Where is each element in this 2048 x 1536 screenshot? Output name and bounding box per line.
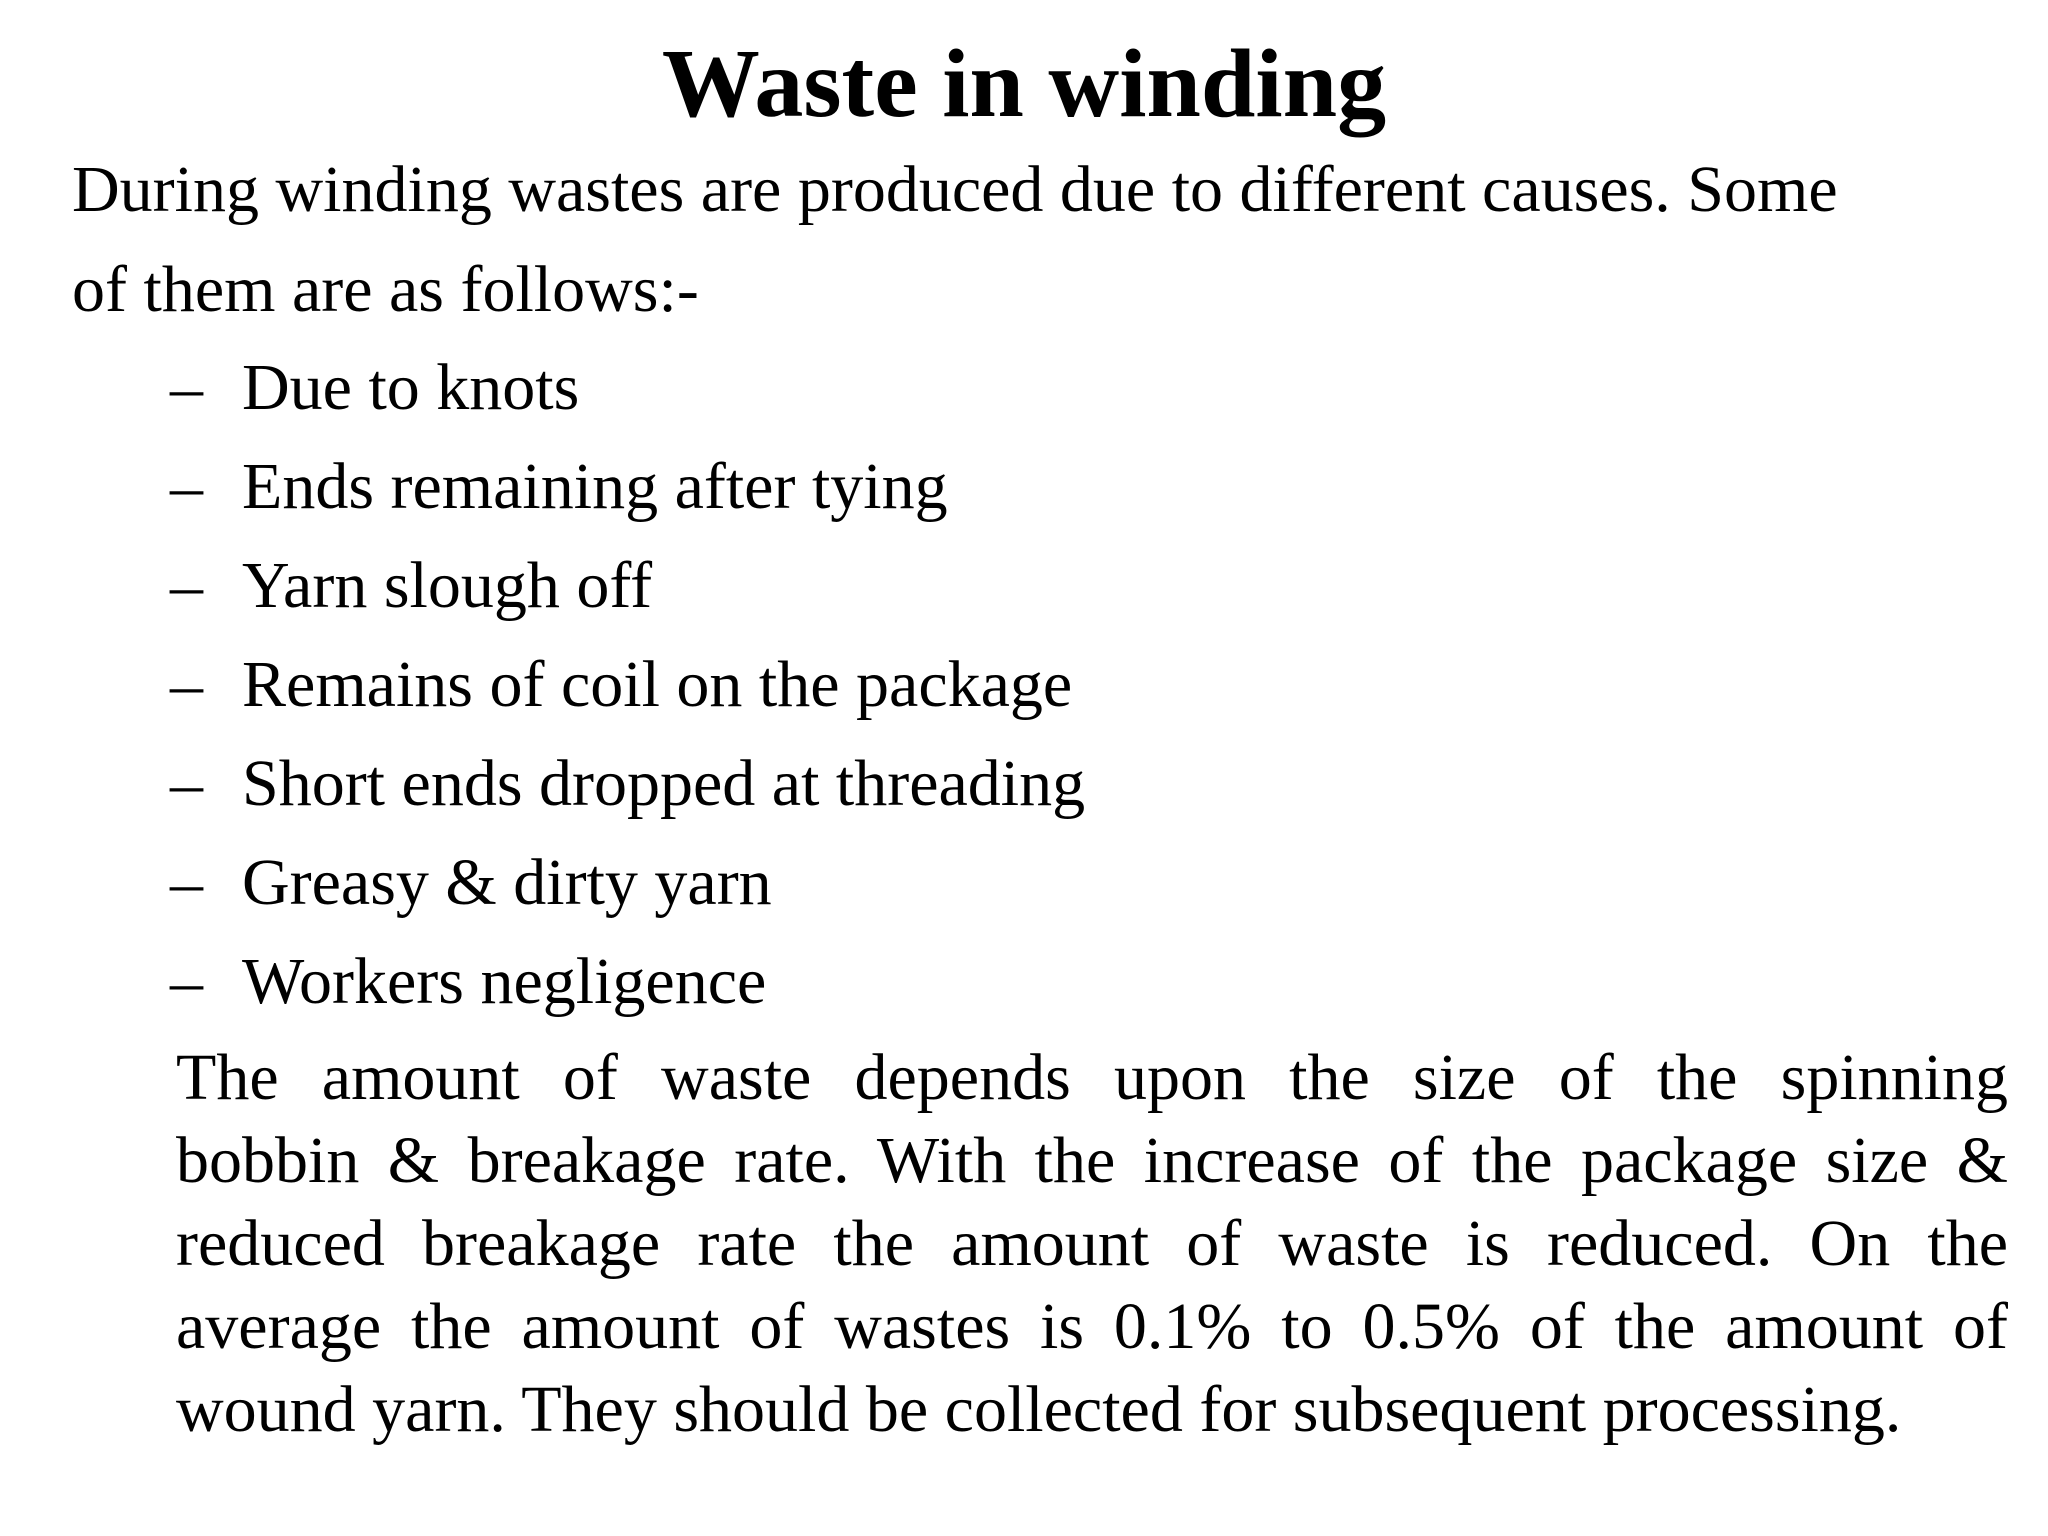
list-item-text: Workers negligence — [242, 945, 767, 1018]
list-item — [170, 338, 1085, 437]
list-item-text: Yarn slough off — [242, 549, 653, 622]
paragraph-line: average the amount of wastes is 0.1% to 0.5% of the amount of — [176, 1290, 2008, 1363]
list-item-text: Short ends dropped at threading — [242, 747, 1086, 820]
dash-bullet: – — [170, 549, 203, 622]
intro-text — [72, 140, 2032, 340]
paragraph-line: The amount of waste depends upon the size of the spinning — [176, 1041, 2008, 1114]
summary-paragraph — [176, 1036, 2008, 1451]
paragraph-line: reduced breakage rate the amount of waste is reduced. On the — [176, 1207, 2008, 1280]
list-item — [170, 437, 1085, 536]
list-item — [170, 536, 1085, 635]
list-item — [170, 734, 1085, 833]
dash-bullet: – — [170, 945, 203, 1018]
cause-list — [170, 338, 1085, 1031]
slide-title: Waste in winding — [661, 30, 1387, 138]
dash-bullet: – — [170, 450, 203, 523]
paragraph-line: bobbin & breakage rate. With the increase of the package size & — [176, 1124, 2008, 1197]
intro-line: During winding wastes are produced due to different causes. Some — [72, 153, 1838, 226]
list-item — [170, 635, 1085, 734]
list-item-text: Ends remaining after tying — [242, 450, 948, 523]
dash-bullet: – — [170, 747, 203, 820]
dash-bullet: – — [170, 648, 203, 721]
intro-line: of them are as follows:- — [72, 253, 699, 326]
list-item — [170, 932, 1085, 1031]
list-item-text: Greasy & dirty yarn — [242, 846, 772, 919]
paragraph-line: wound yarn. They should be collected for subsequent processing. — [176, 1373, 1902, 1446]
dash-bullet: – — [170, 351, 203, 424]
list-item-text: Due to knots — [242, 351, 580, 424]
list-item — [170, 833, 1085, 932]
dash-bullet: – — [170, 846, 203, 919]
list-item-text: Remains of coil on the package — [242, 648, 1073, 721]
